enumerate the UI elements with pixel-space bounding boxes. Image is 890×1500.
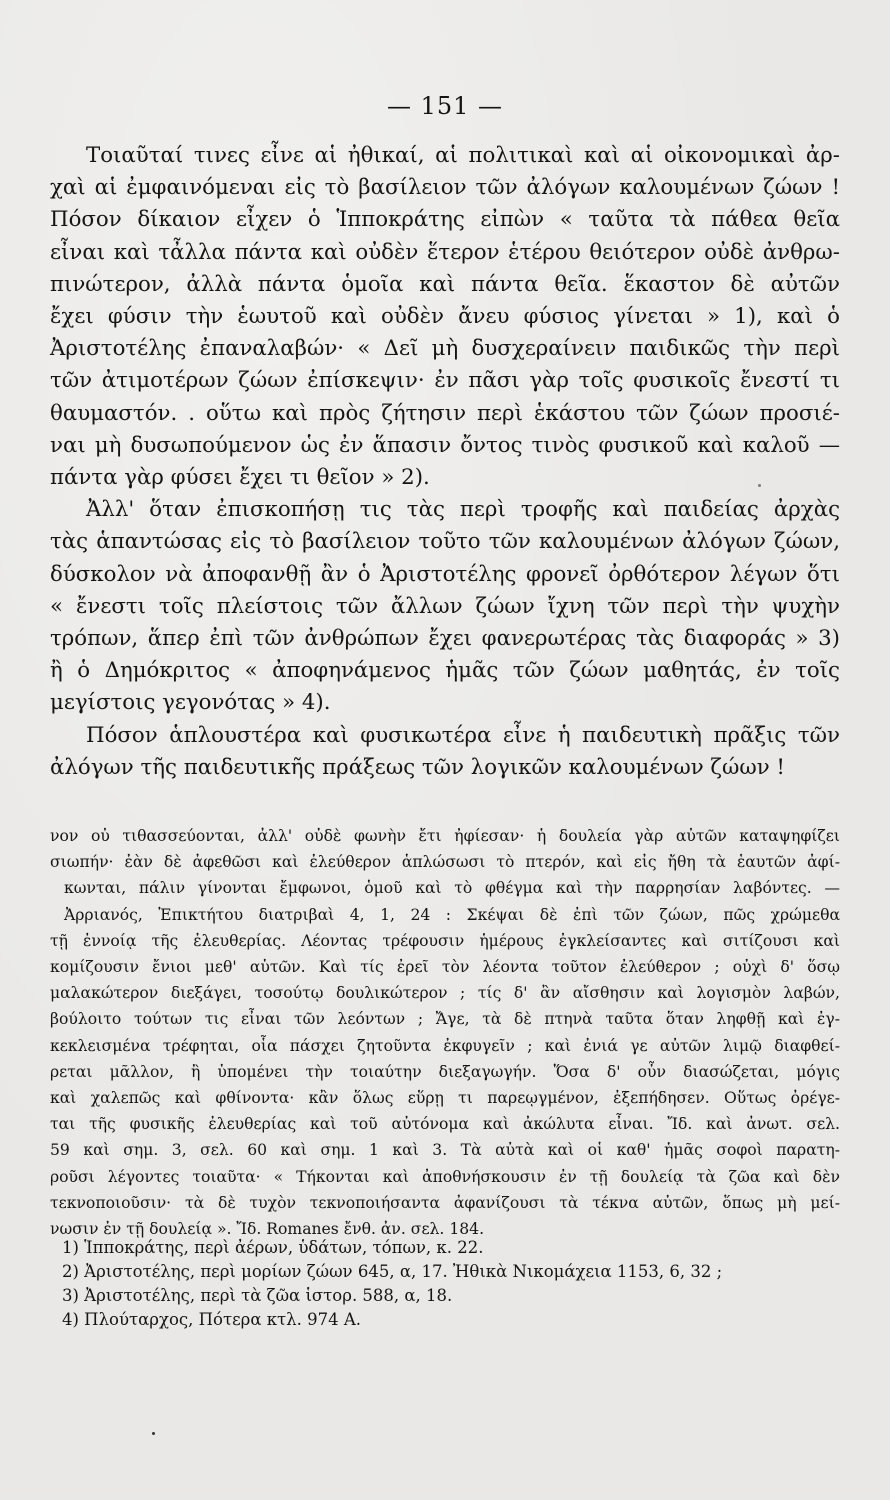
text-line: χαὶ αἱ ἐμφαινόμεναι εἰς τὸ βασίλειον τῶν ἀλόγων καλουμένων ζώων !	[50, 175, 840, 201]
text-line: ἀλόγων τῆς παιδευτικῆς πράξεως τῶν λογικῶν καλουμένων ζώων !	[50, 754, 785, 780]
footnote-list	[62, 1236, 782, 1332]
text-line: τρόπων, ἅπερ ἐπὶ τῶν ἀνθρώπων ἔχει φανερωτέρας τὰς διαφοράς » 3)	[50, 626, 840, 652]
footnote-line: ρεται μᾶλλον, ἢ ὑπομένει τὴν τοιαύτην διεξαγωγήν. Ὅσα δ' οὖν διασώζεται, μόγις	[50, 1062, 840, 1081]
text-line: ἢ ὁ Δημόκριτος « ἀποφηνάμενος ἡμᾶς τῶν ζώων μαθητάς, ἐν τοῖς	[50, 658, 840, 684]
text-line: ἔχει φύσιν τὴν ἑωυτοῦ καὶ οὐδὲν ἄνευ φύσιος γίνεται » 1), καὶ ὁ	[50, 304, 840, 330]
ink-speck	[152, 1432, 155, 1435]
text-line: τῶν ἀτιμοτέρων ζώων ἐπίσκεψιν· ἐν πᾶσι γὰρ τοῖς φυσικοῖς ἔνεστί τι	[50, 368, 840, 394]
footnote-line: κεκλεισμένα τρέφηται, οἷα πάσχει ζητοῦντα ἐκφυγεῖν ; καὶ ἐνιά γε αὐτῶν λιμῷ διαφθεί-	[50, 1036, 840, 1055]
footnote-line: νωσιν ἐν τῇ δουλείᾳ ». Ἴδ. Romanes ἔνθ. ἀν. σελ. 184.	[50, 1220, 485, 1239]
footnote-line: Ἀρριανός, Ἐπικτήτου διατριβαὶ 4, 1, 24 : Σκέψαι δὲ ἐπὶ τῶν ζώων, πῶς χρώμεθα	[64, 905, 840, 924]
text-line: εἶναι καὶ τἆλλα πάντα καὶ οὐδὲν ἕτερον ἑτέρου θειότερον οὐδὲ ἀνθρω-	[50, 239, 840, 265]
text-line: Ἀλλ' ὅταν ἐπισκοπήσῃ τις τὰς περὶ τροφῆς καὶ παιδείας ἀρχὰς	[86, 497, 840, 523]
page-number: — 151 —	[386, 92, 504, 120]
text-line: πάντα γὰρ φύσει ἔχει τι θεῖον » 2).	[50, 465, 430, 491]
footnote-line: κομίζουσιν ἔνιοι μεθ' αὑτῶν. Καὶ τίς ἐρεῖ τὸν λέοντα τοῦτον ἐλεύθερον ; οὐχὶ δ' ὅσῳ	[50, 958, 840, 977]
text-line: πινώτερον, ἀλλὰ πάντα ὁμοῖα καὶ πάντα θεῖα. ἕκαστον δὲ αὐτῶν	[50, 271, 840, 297]
footnote-line: καὶ χαλεπῶς καὶ φθίνοντα· κἂν ὅλως εὕρῃ τι παρεῳγμένον, ἐξεπήδησεν. Οὕτως ὀρέγε-	[50, 1089, 840, 1108]
ink-speck	[758, 484, 761, 487]
footnote-line: κωνται, πάλιν γίνονται ἔμφωνοι, ὁμοῦ καὶ τὸ φθέγμα καὶ τὴν παρρησίαν λαβόντες. —	[64, 879, 840, 898]
footnote-line: ται τῆς φυσικῆς ἐλευθερίας καὶ τοῦ αὐτόνομα καὶ ἀκώλυτα εἶναι. Ἴδ. καὶ ἀνωτ. σελ.	[50, 1115, 840, 1134]
text-line: Πόσον ἁπλουστέρα καὶ φυσικωτέρα εἶνε ἡ παιδευτικὴ πρᾶξις τῶν	[86, 722, 840, 748]
main-text	[50, 140, 840, 784]
footnote-4: 4) Πλούταρχος, Πότερα κτλ. 974 Α.	[62, 1310, 361, 1329]
text-line: Πόσον δίκαιον εἶχεν ὁ Ἱπποκράτης εἰπὼν « ταῦτα τὰ πάθεα θεῖα	[50, 207, 840, 233]
footnote-line: 59 καὶ σημ. 3, σελ. 60 καὶ σημ. 1 καὶ 3. Τὰ αὐτὰ καὶ οἱ καθ' ἡμᾶς σοφοὶ παρατη-	[50, 1141, 840, 1160]
text-line: μεγίστοις γεγονότας » 4).	[50, 690, 331, 716]
footnote-3: 3) Ἀριστοτέλης, περὶ τὰ ζῶα ἱστορ. 588, α, 18.	[62, 1286, 453, 1305]
footnote-line: ροῦσι λέγοντες τοιαῦτα· « Τήκονται καὶ ἀποθνήσκουσιν ἐν τῇ δουλείᾳ τὰ ζῶα καὶ δὲν	[50, 1167, 840, 1186]
footnote-line: μαλακώτερον διεξάγει, τοσούτῳ δουλικώτερον ; τίς δ' ἂν αἴσθησιν καὶ λογισμὸν λαβών,	[50, 984, 840, 1003]
footnote-line: σιωπήν· ἐὰν δὲ ἀφεθῶσι καὶ ἐλεύθερον ἁπλώσωσι τὸ πτερόν, καὶ εἰς ἤθη τὰ ἑαυτῶν ἀφί-	[50, 853, 840, 872]
text-line: θαυμαστόν. . οὕτω καὶ πρὸς ζήτησιν περὶ ἑκάστου τῶν ζώων προσιέ-	[50, 400, 840, 426]
footnote-line: βούλοιτο τούτων τις εἶναι τῶν λεόντων ; Ἄγε, τὰ δὲ πτηνὰ ταῦτα ὅταν ληφθῇ καὶ ἐγ-	[50, 1010, 840, 1029]
footnote-line: νον οὐ τιθασσεύονται, ἀλλ' οὐδὲ φωνὴν ἔτι ἠφίεσαν· ἡ δουλεία γὰρ αὐτῶν καταψηφίζει	[50, 827, 840, 845]
text-line: « ἔνεστι τοῖς πλείστοις τῶν ἄλλων ζώων ἴχνη τῶν περὶ τὴν ψυχὴν	[50, 593, 840, 619]
text-line: Ἀριστοτέλης ἐπαναλαβών· « Δεῖ μὴ δυσχεραίνειν παιδικῶς τὴν περὶ	[50, 336, 840, 362]
text-line: ναι μὴ δυσωπούμενον ὡς ἐν ἅπασιν ὄντος τινὸς φυσικοῦ καὶ καλοῦ —	[50, 432, 840, 458]
text-line: Τοιαῦταί τινες εἶνε αἱ ἠθικαί, αἱ πολιτικαὶ καὶ αἱ οἰκονομικαὶ ἀρ-	[86, 143, 840, 168]
text-line: τὰς ἁπαντώσας εἰς τὸ βασίλειον τοῦτο τῶν καλουμένων ἀλόγων ζώων,	[50, 529, 840, 555]
footnote-continuation	[50, 823, 840, 1242]
footnote-line: τῇ ἐννοίᾳ τῆς ἐλευθερίας. Λέοντας τρέφουσιν ἡμέρους ἐγκλείσαντες καὶ σιτίζουσι καὶ	[50, 931, 840, 950]
text-line: δύσκολον νὰ ἀποφανθῇ ἂν ὁ Ἀριστοτέλης φρονεῖ ὀρθότερον λέγων ὅτι	[50, 561, 840, 587]
footnote-line: τεκνοποιοῦσιν· τὰ δὲ τυχὸν τεκνοποιήσαντα ἀφανίζουσι τὰ τέκνα αὐτῶν, ὅπως μὴ μεί-	[50, 1193, 840, 1212]
footnote-2: 2) Ἀριστοτέλης, περὶ μορίων ζώων 645, α, 17. Ἠθικὰ Νικομάχεια 1153, 6, 32 ;	[62, 1262, 723, 1281]
footnote-1: 1) Ἱπποκράτης, περὶ ἀέρων, ὑδάτων, τόπων, κ. 22.	[62, 1238, 484, 1257]
